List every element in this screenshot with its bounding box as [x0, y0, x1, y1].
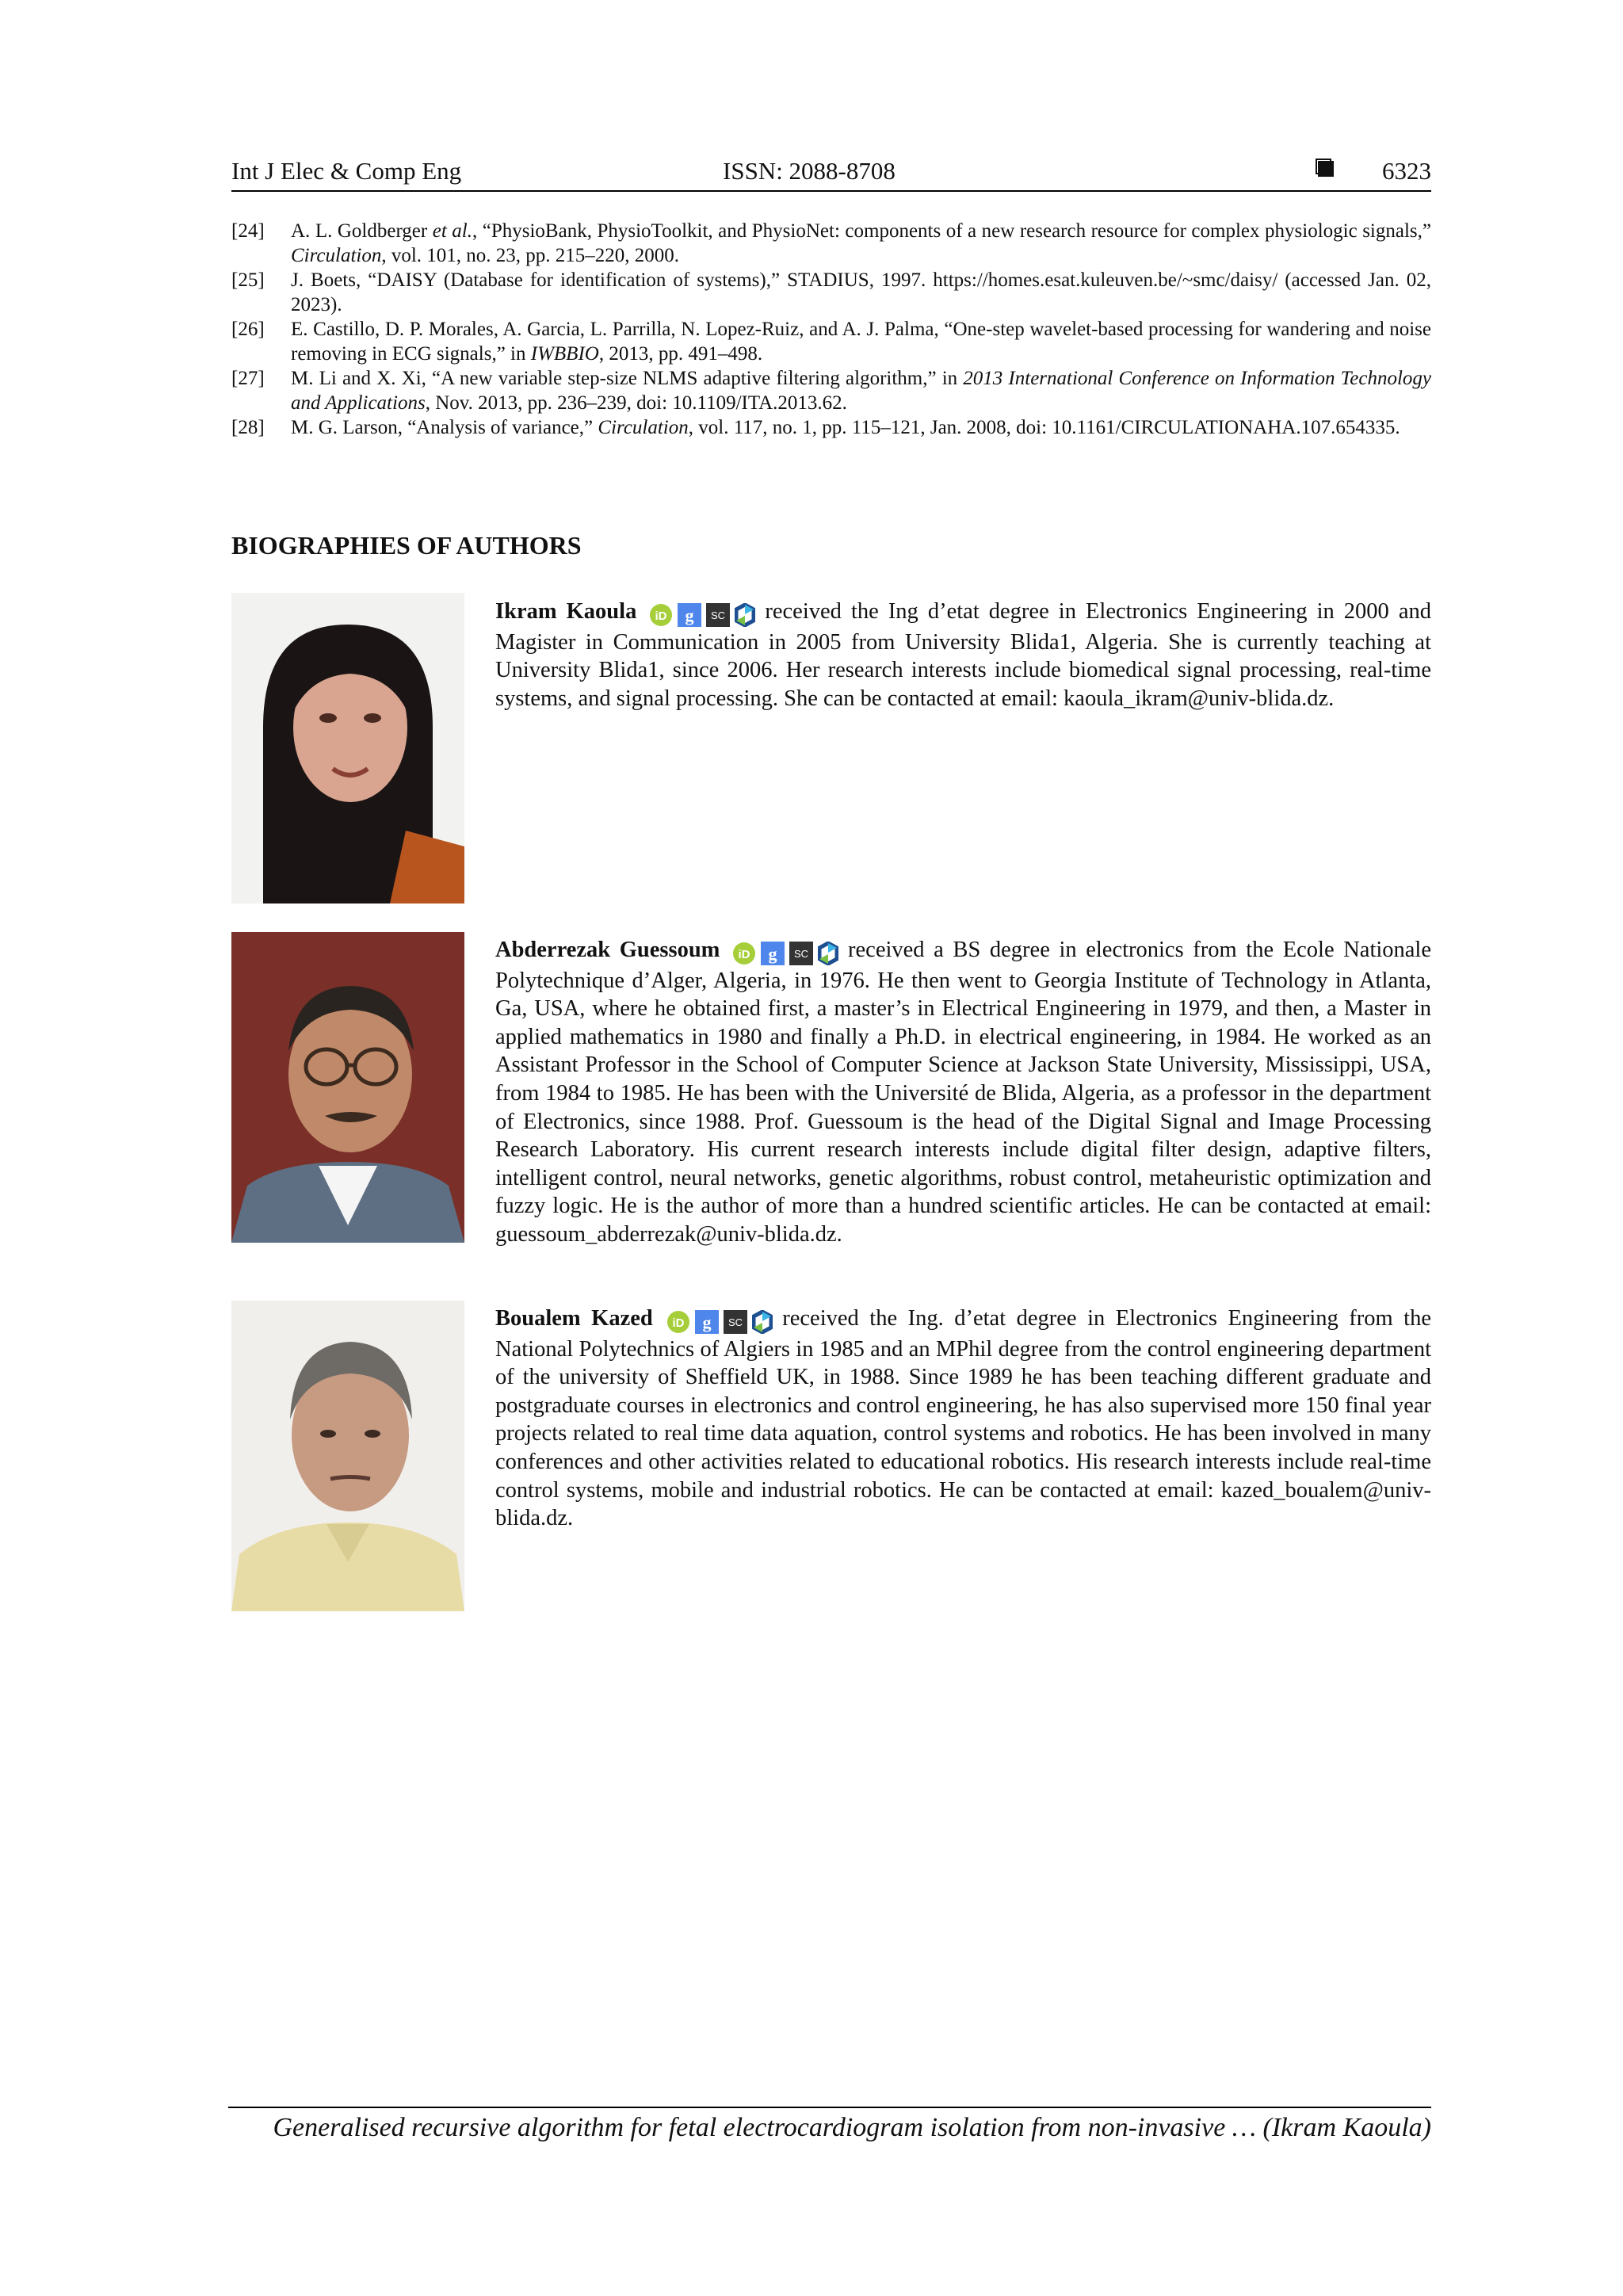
author-profile-icons: [649, 600, 760, 628]
orcid-icon[interactable]: [666, 1310, 690, 1334]
svg-text:SC: SC: [794, 948, 809, 961]
svg-text:iD: iD: [655, 609, 667, 624]
svg-text:iD: iD: [672, 1316, 685, 1331]
reference-number: [26]: [231, 319, 265, 340]
author-photo-kazed: [231, 1301, 464, 1611]
svg-text:g: g: [685, 606, 694, 626]
scopus-icon[interactable]: [789, 942, 813, 965]
reference-text: E. Castillo, D. P. Morales, A. Garcia, L. Parrilla, N. Lopez-Ruiz, and A. J. Palma, “One-step wavelet-based processing for wandering and noise removing in ECG signals,” in IWBBIO, 2013, pp. 491–498.: [291, 319, 1431, 365]
publons-icon[interactable]: [735, 603, 755, 627]
reference-number: [27]: [231, 368, 265, 389]
author-name: Boualem Kazed: [495, 1306, 653, 1331]
svg-text:g: g: [702, 1312, 712, 1333]
author-profile-icons: [732, 938, 843, 967]
google-scholar-icon[interactable]: [678, 603, 701, 627]
author-photo-kaoula: [231, 593, 464, 904]
square-bullet-icon: [1316, 157, 1335, 176]
author-bio-text: received the Ing d’etat degree in Electronics Engineering in 2000 and Magister in Communication in 2005 from University Blida1, Algeria. She is currently teaching at University Blida1, since 2006. Her research interests include biomedical signal processing, real-time systems, and signal processing. She can be contacted at email: kaoula_ikram@univ-blida.dz.: [495, 599, 1431, 711]
orcid-icon[interactable]: [649, 603, 673, 627]
reference-number: [28]: [231, 417, 265, 438]
running-footer: Generalised recursive algorithm for fetal electrocardiogram isolation from non-invasive … (Ikram Kaoula): [273, 2113, 1431, 2142]
svg-text:iD: iD: [738, 948, 750, 962]
biographies-heading: BIOGRAPHIES OF AUTHORS: [231, 531, 582, 560]
author-bio-kazed: [495, 1305, 1431, 1533]
google-scholar-icon[interactable]: [695, 1310, 719, 1334]
journal-name: Int J Elec & Comp Eng: [231, 157, 462, 185]
svg-text:g: g: [768, 944, 777, 965]
author-profile-icons: [666, 1307, 777, 1335]
author-bio-kaoula: [495, 598, 1431, 712]
google-scholar-icon[interactable]: [761, 942, 785, 965]
reference-item: [231, 317, 1431, 366]
reference-number: [25]: [231, 269, 265, 291]
author-bio-text: received a BS degree in electronics from the Ecole Nationale Polytechnique d’Alger, Algeria, in 1976. He then went to Georgia Institute of Technology in Atlanta, Ga, USA, where he obtained first, a master’s in Electrical Engineering in 1979, and then, a Master in applied mathematics in 1980 and finally a Ph.D. in electrical engineering, in 1984. He worked as an Assistant Professor in the School of Computer Science at Jackson State University, Mississippi, USA, from 1984 to 1985. He has been with the Université de Blida, Algeria, as a professor in the department of Electronics, since 1988. Prof. Guessoum is the head of the Digital Signal and Image Processing Research Laboratory. His current research interests include digital filter design, adaptive filters, intelligent control, neural networks, genetic algorithms, robust control, metaheuristic optimization and fuzzy logic. He is the author of more than a hundred scientific articles. He can be contacted at email: guessoum_abderrezak@univ-blida.dz.: [495, 938, 1431, 1247]
reference-text: J. Boets, “DAISY (Database for identification of systems),” STADIUS, 1997. https://homes.esat.kuleuven.be/~smc/daisy/ (accessed Jan. 02, 2023).: [291, 269, 1431, 315]
scopus-icon[interactable]: [724, 1310, 747, 1334]
publons-icon[interactable]: [752, 1310, 773, 1334]
reference-text: M. G. Larson, “Analysis of variance,” Circulation, vol. 117, no. 1, pp. 115–121, Jan. 2008, doi: 10.1161/CIRCULATIONAHA.107.654335.: [291, 417, 1400, 438]
svg-text:SC: SC: [711, 609, 726, 622]
reference-text: M. Li and X. Xi, “A new variable step-size NLMS adaptive filtering algorithm,” in 2013 International Conference on Information Technology and Applications, Nov. 2013, pp. 236–239, doi: 10.1109/ITA.2013.62.: [291, 368, 1432, 414]
reference-item: [231, 268, 1431, 317]
author-name: Abderrezak Guessoum: [495, 938, 720, 962]
reference-text: A. L. Goldberger et al., “PhysioBank, PhysioToolkit, and PhysioNet: components of a new research resource for complex physiologic signals,” Circulation, vol. 101, no. 23, pp. 215–220, 2000.: [291, 220, 1431, 266]
orcid-icon[interactable]: [732, 942, 756, 965]
footer-rule: [228, 2107, 1431, 2108]
publons-icon[interactable]: [818, 942, 838, 965]
reference-item: [231, 219, 1431, 268]
page-number: 6323: [1382, 157, 1431, 185]
running-header: [231, 155, 1431, 192]
author-photo-guessoum: [231, 932, 464, 1243]
reference-number: [24]: [231, 220, 265, 242]
author-bio-text: received the Ing. d’etat degree in Electronics Engineering from the National Polytechnics of Algiers in 1985 and an MPhil degree from the control engineering department of the university of Sheffield UK, in 1988. Since 1989 he has been teaching different graduate and postgraduate courses in electronics and control engineering, he has also supervised more 150 final year projects related to real time data aquation, control systems and robotics. He has been involved in many conferences and other activities related to educational robotics. His research interests include real-time control systems, mobile and industrial robotics. He can be contacted at email: kazed_boualem@univ-blida.dz.: [495, 1306, 1431, 1531]
scopus-icon[interactable]: [706, 603, 730, 627]
issn: ISSN: 2088-8708: [723, 157, 896, 185]
reference-item: [231, 415, 1431, 440]
reference-item: [231, 366, 1431, 415]
author-name: Ikram Kaoula: [495, 599, 637, 624]
author-bio-guessoum: [495, 936, 1431, 1249]
svg-text:SC: SC: [728, 1316, 743, 1329]
reference-list: [231, 219, 1431, 440]
